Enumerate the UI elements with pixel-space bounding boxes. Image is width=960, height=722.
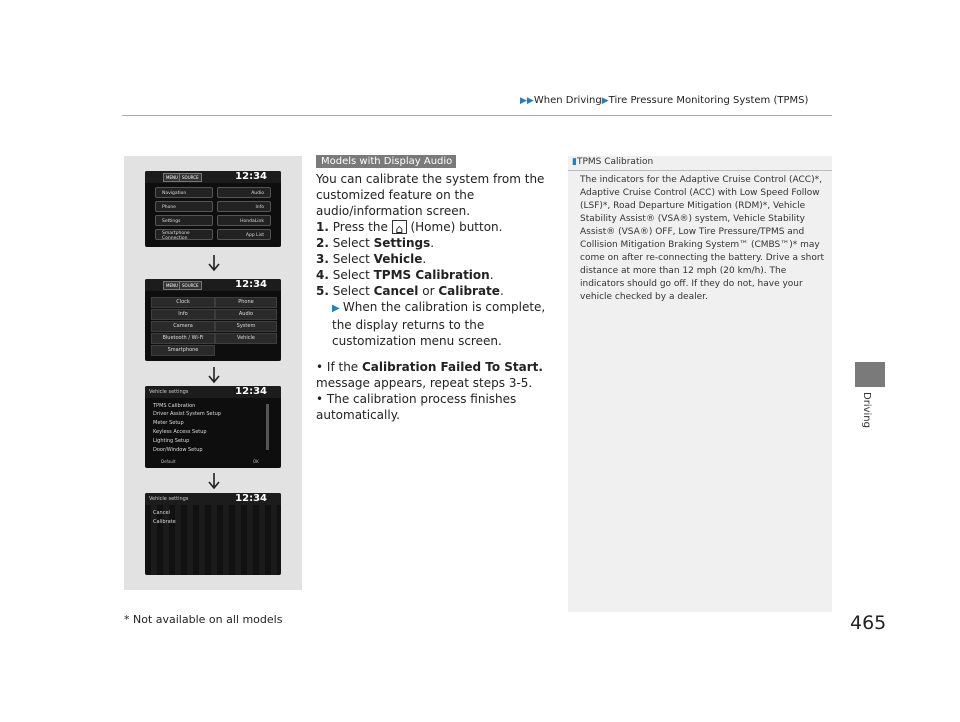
menu-button[interactable]: MENU bbox=[163, 173, 181, 182]
settings-item[interactable]: Phone bbox=[215, 297, 277, 308]
page-number: 465 bbox=[850, 612, 887, 634]
breadcrumb-arrow-icon: ▶ bbox=[601, 96, 609, 106]
vehicle-menu-item[interactable]: Driver Assist System Setup bbox=[153, 411, 221, 417]
menu-button[interactable]: MENU bbox=[163, 281, 181, 290]
vehicle-menu-item[interactable]: Keyless Access Setup bbox=[153, 429, 207, 435]
settings-item[interactable]: Bluetooth / Wi-Fi bbox=[151, 333, 215, 344]
vehicle-settings-screen bbox=[145, 386, 281, 468]
sub-step: ▶ When the calibration is complete, the display returns to the customization menu screen. bbox=[332, 300, 546, 348]
settings-item[interactable]: Info bbox=[151, 309, 215, 320]
home-icon: ⌂ bbox=[392, 220, 407, 234]
clock: 12:34 bbox=[235, 386, 267, 397]
clock: 12:34 bbox=[235, 279, 267, 290]
step: 2. Select Settings. bbox=[316, 236, 435, 250]
clock: 12:34 bbox=[235, 493, 267, 504]
breadcrumb bbox=[520, 95, 808, 106]
settings-item[interactable]: Vehicle bbox=[215, 333, 277, 344]
breadcrumb-arrow-icon: ▶▶ bbox=[520, 96, 534, 106]
footnote: * Not available on all models bbox=[124, 613, 283, 626]
breadcrumb-item: When Driving bbox=[533, 95, 602, 106]
settings-item[interactable]: Smartphone bbox=[151, 345, 215, 356]
calibrate-option[interactable]: Calibrate bbox=[153, 519, 176, 525]
screen-title: Vehicle settings bbox=[149, 389, 189, 395]
section-label: Driving bbox=[861, 392, 872, 428]
home-item[interactable]: Navigation bbox=[155, 187, 213, 198]
bullet: • The calibration process finishes automatically. bbox=[316, 392, 517, 422]
home-item[interactable]: Phone bbox=[155, 201, 213, 212]
cancel-option[interactable]: Cancel bbox=[153, 510, 170, 516]
arrow-right-icon: ▶ bbox=[332, 303, 343, 314]
breadcrumb-item: Tire Pressure Monitoring System (TPMS) bbox=[608, 95, 809, 106]
home-item[interactable]: App List bbox=[217, 229, 271, 240]
vehicle-menu-item[interactable]: Meter Setup bbox=[153, 420, 184, 426]
vehicle-menu-item[interactable]: TPMS Calibration bbox=[153, 403, 196, 409]
clock: 12:34 bbox=[235, 171, 267, 182]
step: 3. Select Vehicle. bbox=[316, 252, 427, 266]
models-tag: Models with Display Audio bbox=[316, 155, 456, 168]
ok-button[interactable]: OK bbox=[253, 459, 259, 464]
intro-text: You can calibrate the system from the customized feature on the audio/information screen. bbox=[316, 172, 545, 218]
home-item[interactable]: Info bbox=[217, 201, 271, 212]
settings-item[interactable]: Clock bbox=[151, 297, 215, 308]
settings-item[interactable]: Camera bbox=[151, 321, 215, 332]
arrow-down-icon bbox=[207, 472, 221, 490]
vehicle-menu-item[interactable]: Door/Window Setup bbox=[153, 447, 203, 453]
step: 5. Select Cancel or Calibrate. bbox=[316, 284, 504, 298]
settings-screen bbox=[145, 279, 281, 361]
default-button[interactable]: Default bbox=[161, 459, 176, 464]
header-rule bbox=[122, 115, 832, 116]
source-button[interactable]: SOURCE bbox=[179, 173, 202, 182]
calibration-screen bbox=[145, 493, 281, 575]
home-item[interactable]: Settings bbox=[155, 215, 213, 226]
step: 1. Press the ⌂ (Home) button. bbox=[316, 220, 503, 236]
settings-item[interactable]: System bbox=[215, 321, 277, 332]
home-item[interactable]: Smartphone Connection bbox=[155, 229, 213, 240]
home-screen bbox=[145, 171, 281, 247]
instructions bbox=[316, 171, 554, 423]
note-heading: ▮TPMS Calibration bbox=[572, 157, 654, 167]
vehicle-menu-item[interactable]: Lighting Setup bbox=[153, 438, 190, 444]
arrow-down-icon bbox=[207, 366, 221, 384]
note-text: The indicators for the Adaptive Cruise Control (ACC)*, Adaptive Cruise Control (ACC) with Low Speed Follow (LSF)*, Road Departure Mitigation (RDM)*, Vehicle Stability Assist® (VSA®) system, Vehicle Stability Assist® (VSA®) OFF, Low Tire Pressure/TPMS and Collision Mitigation Braking System™ (CMBS™)* may come on after re-connecting the battery. Drive a short distance at more than 12 mph (20 km/h). The indicators should go off. If they do not, have your vehicle checked by a dealer. bbox=[580, 175, 825, 302]
bullet: • If the Calibration Failed To Start. message appears, repeat steps 3-5. bbox=[316, 360, 543, 390]
screen-title: Vehicle settings bbox=[149, 496, 189, 502]
note-panel bbox=[568, 156, 832, 612]
settings-item[interactable]: Audio bbox=[215, 309, 277, 320]
arrow-down-icon bbox=[207, 254, 221, 272]
home-item[interactable]: HondaLink bbox=[217, 215, 271, 226]
note-icon: ▮ bbox=[572, 157, 577, 167]
scrollbar[interactable] bbox=[266, 404, 269, 450]
section-tab bbox=[855, 362, 885, 387]
home-item[interactable]: Audio bbox=[217, 187, 271, 198]
step: 4. Select TPMS Calibration. bbox=[316, 268, 494, 282]
source-button[interactable]: SOURCE bbox=[179, 281, 202, 290]
